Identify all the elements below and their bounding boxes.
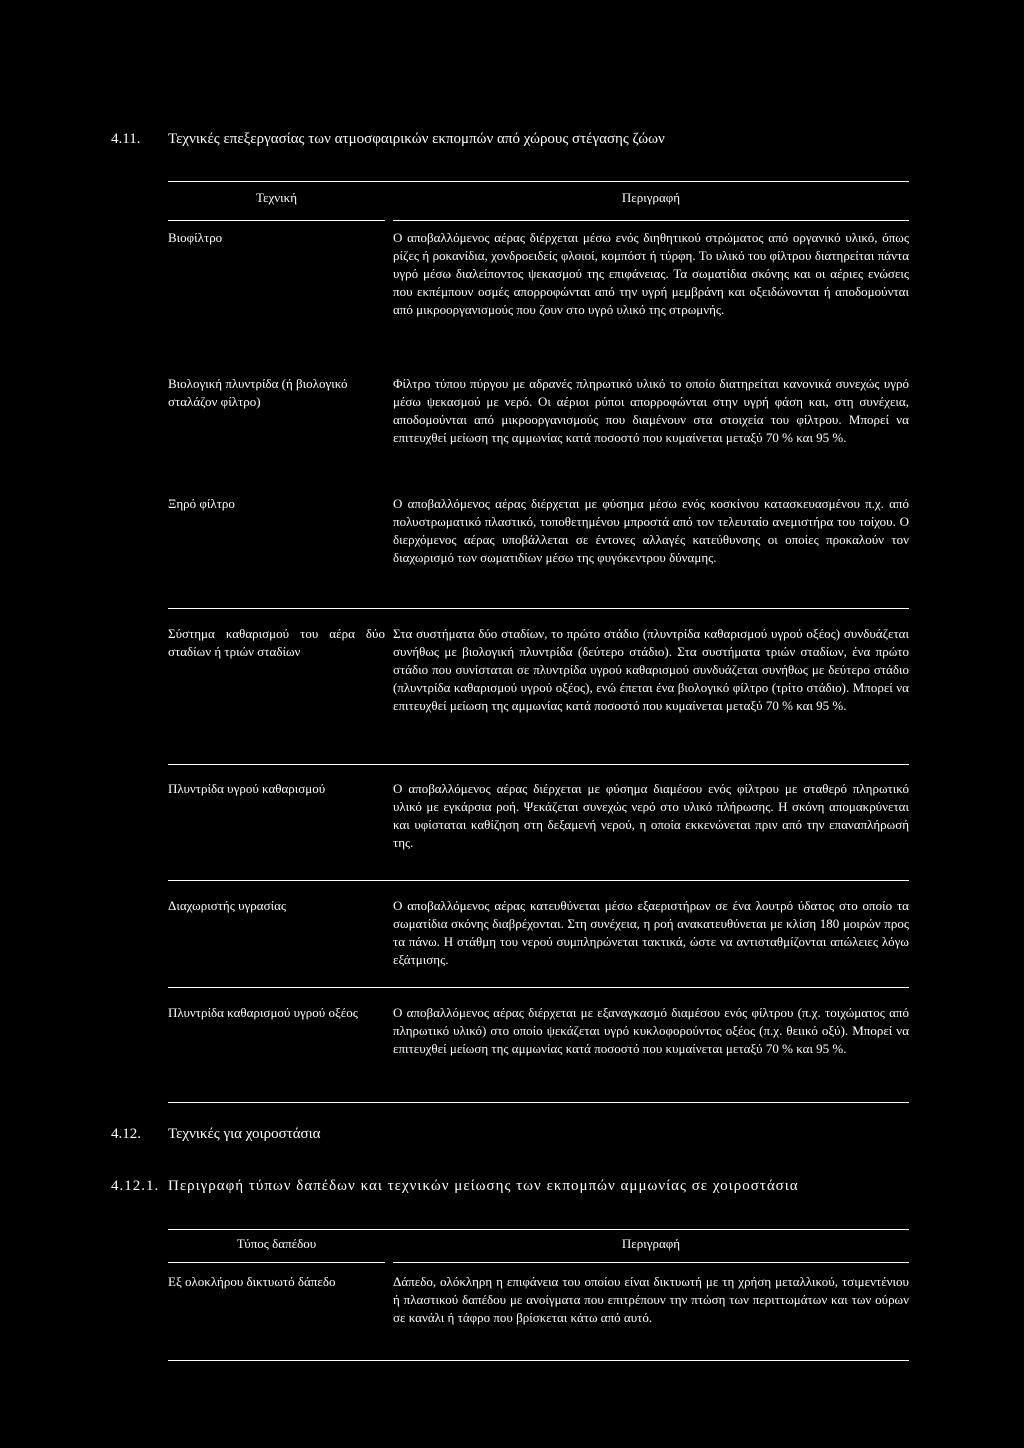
table-row xyxy=(168,220,909,365)
section-number: 4.12.1. xyxy=(111,1178,160,1194)
description-cell: Ο αποβαλλόμενος αέρας κατευθύνεται μέσω εξαεριστήρων σε ένα λουτρό ύδατος στο οποίο τα σωματίδια σκόνης διαβρέχονται. Στη συνέχεια, η ροή ανακατευθύνεται με κλίση 180 μοιρών προς τα πάνω. Η στάθμη του νερού συμπληρώνεται τακτικά, ώστε να αντισταθμίζονται απώλειες λόγω εξάτμισης. xyxy=(393,898,909,967)
section-heading-4-12-1 xyxy=(111,1178,799,1195)
technique-cell: Πλυντρίδα υγρού καθαρισμού xyxy=(168,781,326,796)
table-header xyxy=(168,1230,909,1262)
technique-cell: Πλυντρίδα καθαρισμού υγρού οξέος xyxy=(168,1005,358,1020)
floor-type-cell: Εξ ολοκλήρου δικτυωτό δάπεδο xyxy=(168,1274,336,1289)
technique-cell: Βιοφίλτρο xyxy=(168,230,223,245)
section-number: 4.11. xyxy=(111,131,141,147)
techniques-table xyxy=(168,181,909,1103)
floor-types-table xyxy=(168,1229,909,1361)
table-row xyxy=(168,764,909,880)
section-title: Περιγραφή τύπων δαπέδων και τεχνικών μείωσης των εκπομπών αμμωνίας σε χοιροστάσια xyxy=(168,1178,799,1194)
section-heading-4-11 xyxy=(111,131,665,148)
header-description: Περιγραφή xyxy=(621,1236,681,1251)
section-heading-4-12 xyxy=(111,1126,321,1143)
description-cell: Ο αποβαλλόμενος αέρας διέρχεται με φύσημα διαμέσου ενός φίλτρου με σταθερό πληρωτικό υλικό με εγκάρσια ροή. Ψεκάζεται συνεχώς νερό στο υλικό πλήρωσης. Η σκόνη απομακρύνεται και υφίσταται καθίζηση στη δεξαμενή νερού, η οποία εκκενώνεται πριν από την επαναπλήρωσή της. xyxy=(393,781,909,850)
table-row xyxy=(168,880,909,987)
section-title: Τεχνικές για χοιροστάσια xyxy=(168,1126,321,1142)
table-row xyxy=(168,1262,909,1360)
table-row xyxy=(168,987,909,1102)
technique-cell: Διαχωριστής υγρασίας xyxy=(168,898,287,913)
description-cell: Φίλτρο τύπου πύργου με αδρανές πληρωτικό υλικό το οποίο διατηρείται κανονικά συνεχώς υγρό μέσω ψεκασμού με νερό. Οι αέριοι ρύποι απορροφώνται στην υγρή φάση και, στη συνέχεια, αποδομούνται από μικροοργανισμούς που διαμένουν στα στοιχεία του φίλτρου. Μπορεί να επιτευχθεί μείωση της αμμωνίας κατά ποσοστό που κυμαίνεται μεταξύ 70 % και 95 %. xyxy=(393,376,909,445)
description-cell: Στα συστήματα δύο σταδίων, το πρώτο στάδιο (πλυντρίδα καθαρισμού υγρού οξέος) συνδυάζεται συνήθως με βιολογική πλυντρίδα (δεύτερο στάδιο). Στα συστήματα τριών σταδίων, ένα πρώτο στάδιο που συνίσταται σε πλυντρίδα υγρού καθαρισμού συνδυάζεται συνήθως με δεύτερο στάδιο (πλυντρίδα καθαρισμού υγρού οξέος), ενώ έπεται ένα βιολογικό φίλτρο (τρίτο στάδιο). Μπορεί να επιτευχθεί μείωση της αμμωνίας κατά ποσοστό που κυμαίνεται μεταξύ 70 % και 95 %. xyxy=(393,626,909,713)
table-header xyxy=(168,182,909,220)
technique-cell: Βιολογική πλυντρίδα (ή βιολογικό σταλάζον φίλτρο) xyxy=(168,376,348,409)
header-description: Περιγραφή xyxy=(621,190,681,205)
description-cell: Ο αποβαλλόμενος αέρας διέρχεται με εξαναγκασμό διαμέσου ενός φίλτρου (π.χ. τοιχώματος από πληρωτικό υλικό) στο οποίο ψεκάζεται υγρό κυκλοφορούντος οξέος (π.χ. θειικό οξύ). Μπορεί να επιτευχθεί μείωση της αμμωνίας κατά ποσοστό που κυμαίνεται μεταξύ 70 % και 95 %. xyxy=(393,1005,909,1056)
section-number: 4.12. xyxy=(111,1126,141,1142)
technique-cell: Σύστημα καθαρισμού του αέρα δύο σταδίων ή τριών σταδίων xyxy=(168,626,385,659)
header-technique: Τεχνική xyxy=(256,190,297,205)
table-row xyxy=(168,485,909,608)
description-cell: Δάπεδο, ολόκληρη η επιφάνεια του οποίου είναι δικτυωτή με τη χρήση μεταλλικού, τσιμεντένιου ή πλαστικού δαπέδου με ανοίγματα που επιτρέπουν την πτώση των περιττωμάτων και των ούρων σε κανάλι ή τάφρο που βρίσκεται κάτω από αυτό. xyxy=(393,1274,909,1325)
table-row xyxy=(168,608,909,764)
table-row xyxy=(168,365,909,485)
section-title: Τεχνικές επεξεργασίας των ατμοσφαιρικών εκπομπών από χώρους στέγασης ζώων xyxy=(168,131,665,147)
header-floor-type: Τύπος δαπέδου xyxy=(236,1236,317,1251)
description-cell: Ο αποβαλλόμενος αέρας διέρχεται με φύσημα μέσω ενός κοσκίνου κατασκευασμένου π.χ. από πολυστρωματικό πλαστικό, τοποθετημένου μπροστά από τον τελευταίο ανεμιστήρα του τοίχου. Ο διερχόμενος αέρας υποβάλλεται σε έντονες αλλαγές κατεύθυνσης οι οποίες προκαλούν τον διαχωρισμό των σωματιδίων μέσω της φυγόκεντρου δύναμης. xyxy=(393,496,909,565)
technique-cell: Ξηρό φίλτρο xyxy=(168,496,235,511)
description-cell: Ο αποβαλλόμενος αέρας διέρχεται μέσω ενός διηθητικού στρώματος από οργανικό υλικό, όπως ρίζες ή ροκανίδια, χονδροειδείς φλοιοί, κομπόστ ή τύρφη. Το υλικό του φίλτρου διατηρείται πάντα υγρό μέσω διαλείποντος ψεκασμού της επιφάνειας. Τα σωματίδια σκόνης και οι αέριες ενώσεις που εκπέμπουν οσμές απορροφώνται από την υγρή μεμβράνη και οξειδώνονται ή αποδομούνται από μικροοργανισμούς που ζουν στο υγρό υλικό της στρωμνής. xyxy=(393,230,909,317)
